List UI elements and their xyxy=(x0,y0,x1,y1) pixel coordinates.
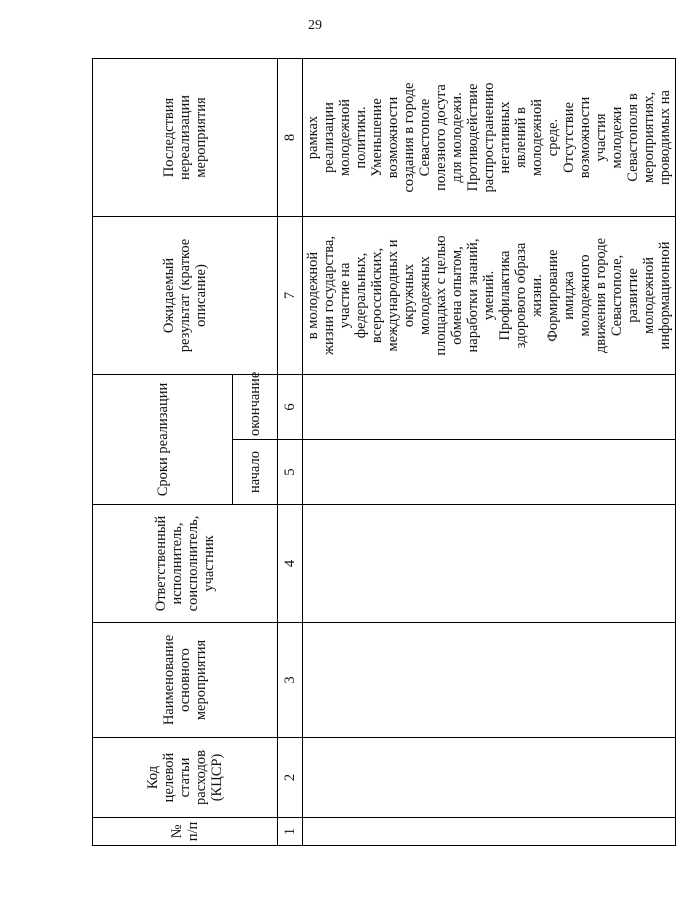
header-expected-result: Ожидаемый результат (краткое описание) xyxy=(93,217,278,375)
column-number: 1 xyxy=(278,818,303,846)
header-measure-name: Наименование основного мероприятия xyxy=(93,623,278,738)
table-rotator xyxy=(92,59,673,846)
column-number: 4 xyxy=(278,505,303,623)
table-frame xyxy=(92,59,673,846)
program-measures-table xyxy=(92,58,676,846)
header-terms: Сроки реализации xyxy=(93,375,233,505)
header-consequences: Последствия нереализации мероприятия xyxy=(93,59,278,217)
header-start: начало xyxy=(233,440,278,505)
cell-responsible xyxy=(303,505,676,623)
column-number: 5 xyxy=(278,440,303,505)
cell-expected-result: в молодежной жизни государства, участие на федеральных, всероссийских, международных и окружных молодежных площадках с целью обмена опытом, наработки знаний, умений. Профилактика здорового образа жизни. Формирование имиджа молодежного движения в городе Севастополе, развитие молодежной информационной xyxy=(303,217,676,375)
header-number: № п/п xyxy=(93,818,278,846)
header-responsible: Ответственный исполнитель, соисполнитель, участник xyxy=(93,505,278,623)
column-numbers-row xyxy=(278,59,303,846)
cell-start xyxy=(303,440,676,505)
header-row xyxy=(93,59,233,846)
column-number: 7 xyxy=(278,217,303,375)
cell-kcsr xyxy=(303,738,676,818)
header-end: окончание xyxy=(233,375,278,440)
cell-end xyxy=(303,375,676,440)
cell-measure-name xyxy=(303,623,676,738)
column-number: 3 xyxy=(278,623,303,738)
page-number: 29 xyxy=(308,18,322,33)
column-number: 8 xyxy=(278,59,303,217)
header-kcsr: Код целевой статьи расходов (КЦСР) xyxy=(93,738,278,818)
column-number: 2 xyxy=(278,738,303,818)
cell-consequences: рамках реализации молодежной политики. Уменьшение возможности создания в городе Севастополе полезного досуга для молодежи. Противодействие распространению негативных явлений в молодежной среде. Отсутствие возможности участия молодежи Севастополя в мероприятиях, проводимых на xyxy=(303,59,676,217)
column-number: 6 xyxy=(278,375,303,440)
table-row xyxy=(303,59,676,846)
cell-number xyxy=(303,818,676,846)
